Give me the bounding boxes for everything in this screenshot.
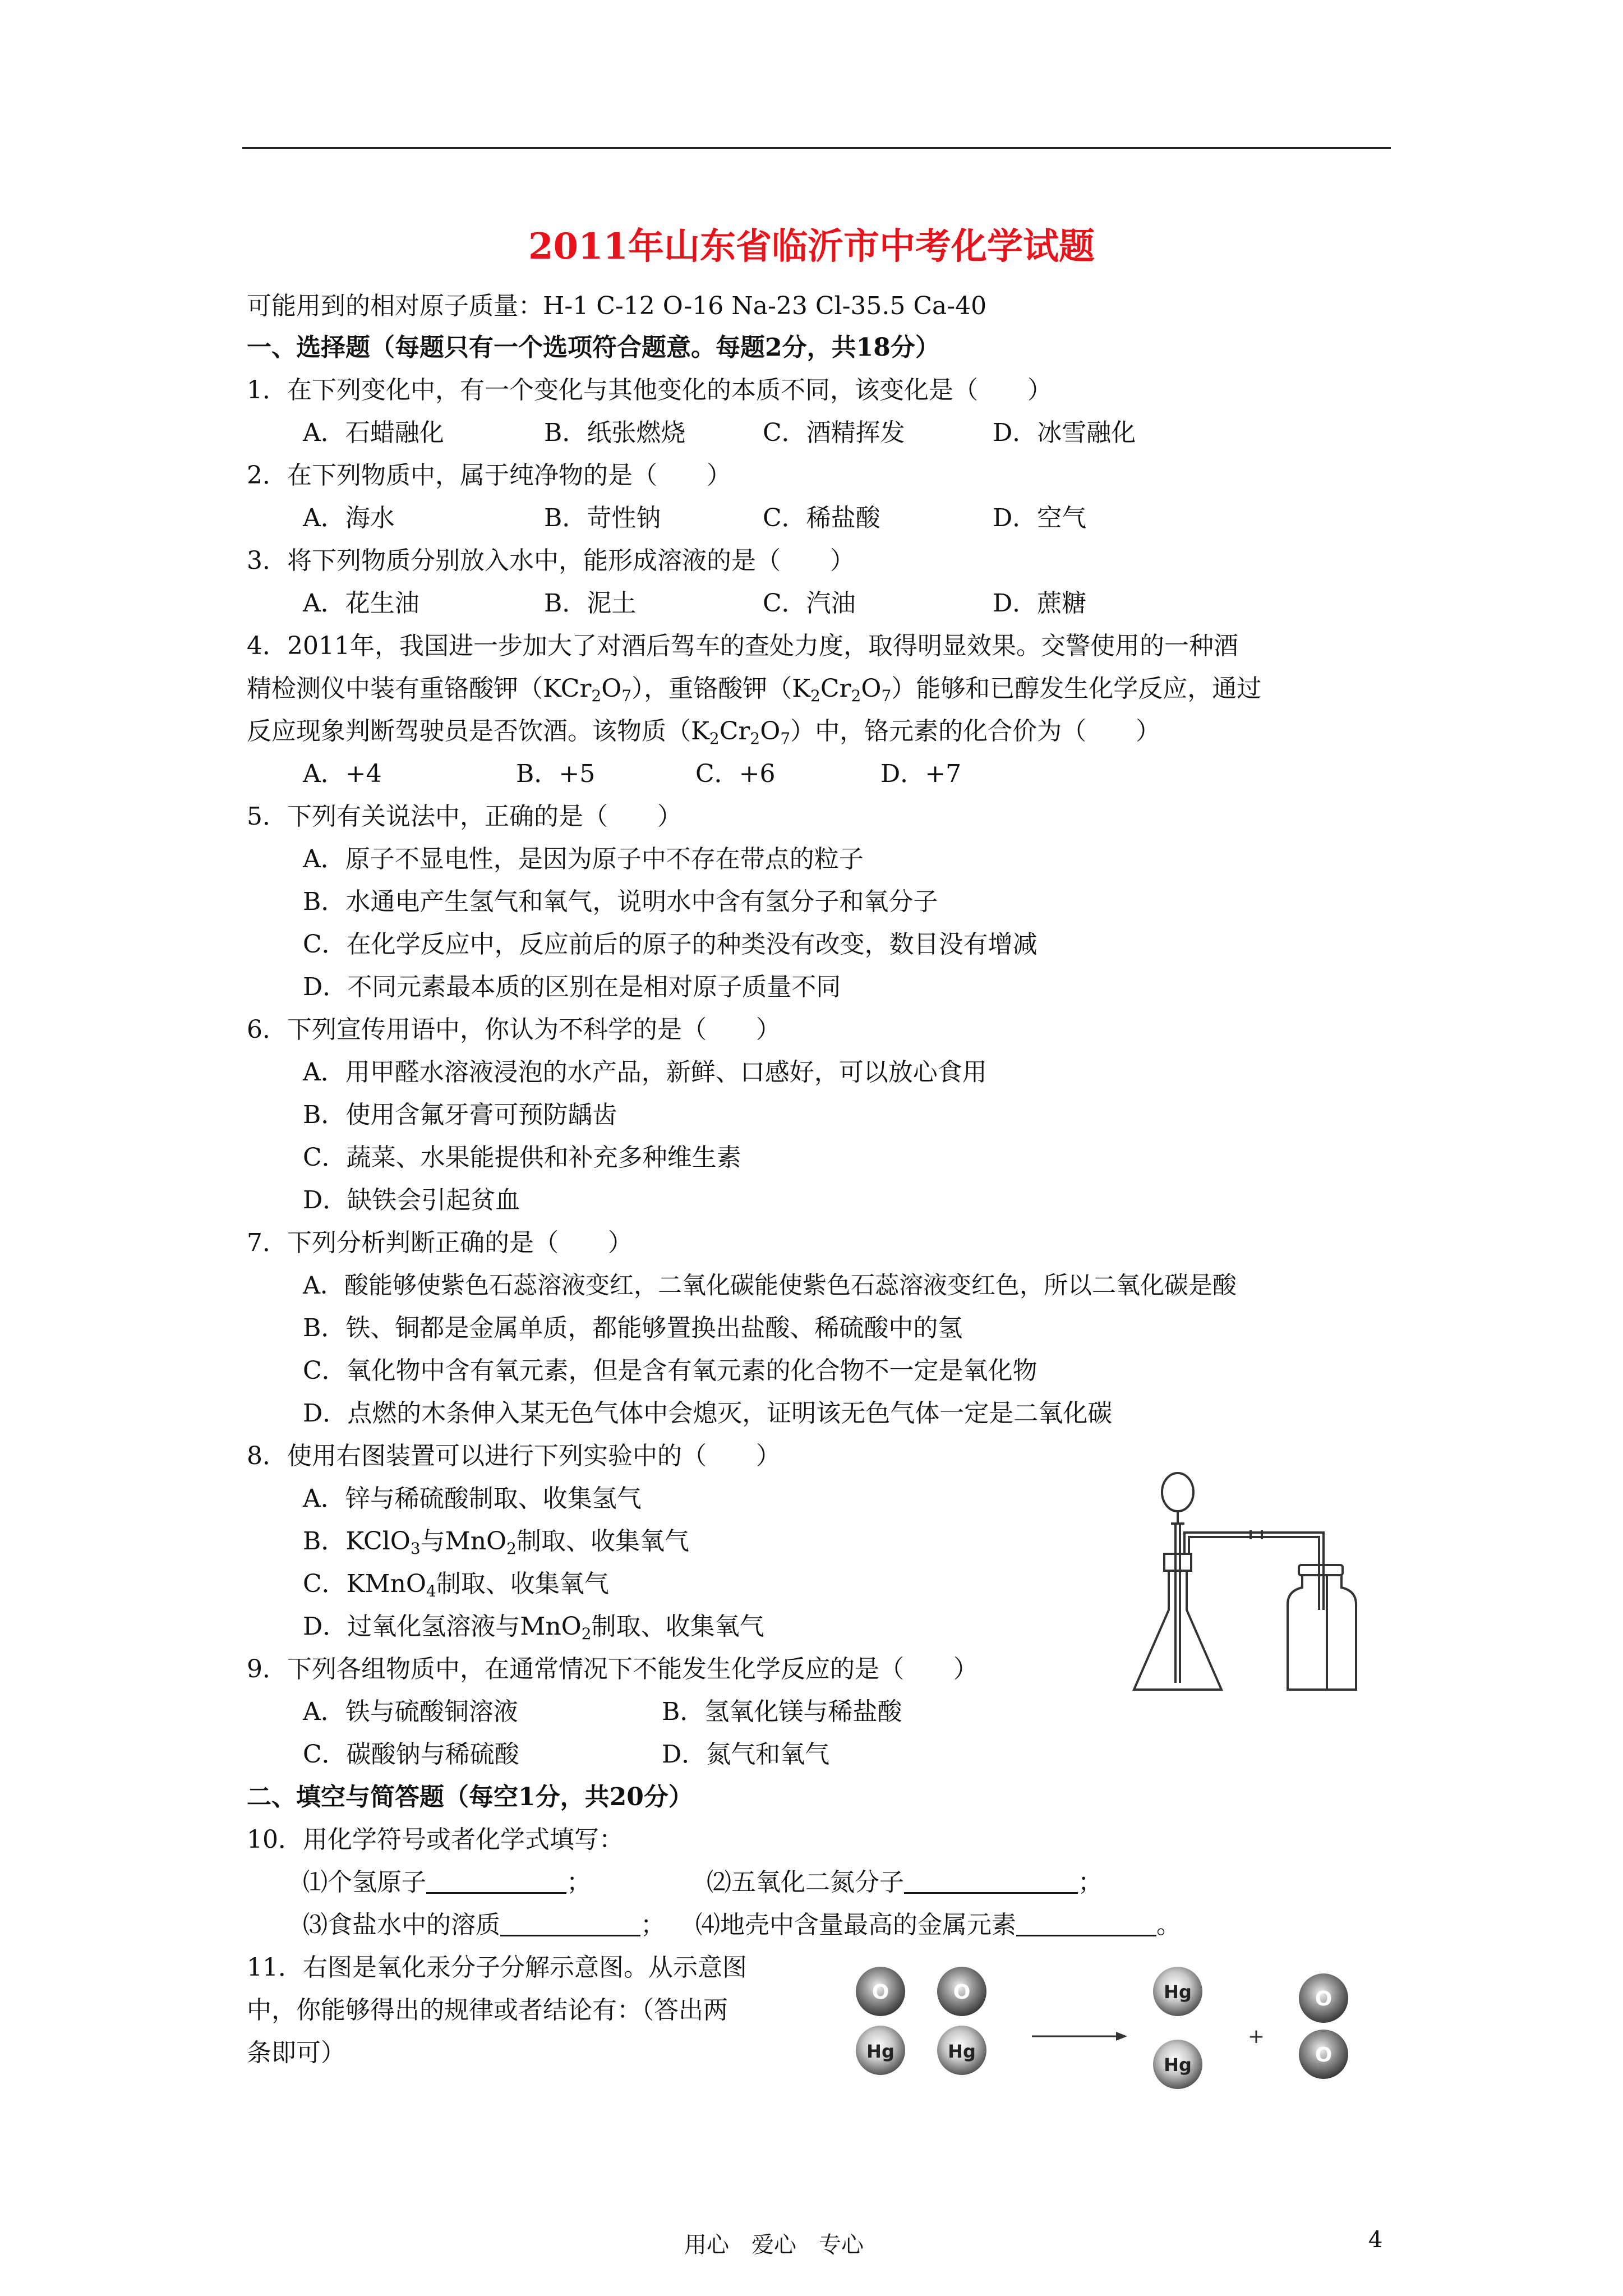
q8-option-b: B．KClO$_3$与MnO$_2$制取、收集氧气	[303, 1527, 689, 1558]
gas-apparatus-diagram	[1122, 1470, 1391, 1705]
q4-option-a: A．+4	[303, 760, 382, 788]
svg-text:O: O	[872, 1981, 889, 2004]
q4-option-c: C．+6	[695, 760, 776, 788]
svg-text:Hg: Hg	[948, 2041, 976, 2062]
q2-option-d: D．空气	[993, 504, 1087, 532]
collecting-bottle	[1288, 1575, 1356, 1690]
q3-option-a: A．花生油	[303, 589, 419, 618]
q10-blank4[interactable]	[1016, 1910, 1156, 1936]
q10-part2: ⑵五氧化二氮分子 ；	[707, 1868, 1103, 1897]
footer-motto: 用心 爱心 专心	[684, 2232, 864, 2258]
q1-option-b: B．纸张燃烧	[544, 418, 686, 447]
q1-option-a: A．石蜡融化	[303, 418, 444, 447]
svg-text:Hg: Hg	[866, 2041, 895, 2062]
q9-option-c: C．碳酸钠与稀硫酸	[303, 1740, 519, 1769]
svg-text:Hg: Hg	[1164, 1981, 1192, 2003]
q3-option-c: C．汽油	[763, 589, 856, 618]
q1-option-d: D．冰雪融化	[993, 418, 1136, 447]
svg-text:Hg: Hg	[1164, 2054, 1192, 2076]
q4-line3: 反应现象判断驾驶员是否饮酒。该物质$(K_2Cr_2O_7)$中，铬元素的化合价为（ ）	[247, 717, 1161, 748]
q4-option-d: D．+7	[880, 760, 962, 788]
q4-line2: 精检测仪中装有重铬酸钾$(KCr_2O_7)$，重铬酸钾$(K_2Cr_2O_7)$能够和已醇发生化学反应，通过	[247, 674, 1262, 705]
q3-option-d: D．蔗糖	[993, 589, 1087, 618]
q10-part4: ⑷地壳中含量最高的金属元素 。	[695, 1911, 1181, 1939]
section1-header: 一、选择题（每题只有一个选项符合题意。每题2分，共18分）	[247, 333, 940, 362]
plus-sign: +	[1247, 2025, 1265, 2048]
svg-text:O: O	[1315, 1987, 1332, 2010]
q3-option-b: B．泥土	[544, 589, 637, 618]
q10-part1: ⑴个氢原子 ；	[303, 1868, 591, 1897]
q5-stem: 5．下列有关说法中，正确的是（ ）	[247, 802, 682, 831]
q5-option-b: B．水通电产生氢气和氧气，说明水中含有氢分子和氧分子	[303, 887, 938, 916]
q5-option-d: D．不同元素最本质的区别在是相对原子质量不同	[303, 973, 841, 1001]
q3-stem: 3．将下列物质分别放入水中，能形成溶液的是（ ）	[247, 546, 855, 575]
funnel-bulb	[1162, 1473, 1193, 1511]
q6-option-b: B．使用含氟牙膏可预防龋齿	[303, 1101, 617, 1129]
delivery-tube	[1184, 1533, 1324, 1610]
q6-stem: 6．下列宣传用语中，你认为不科学的是（ ）	[247, 1015, 781, 1044]
q8-option-a: A．锌与稀硫酸制取、收集氢气	[303, 1484, 642, 1513]
q11-line2: 中，你能够得出的规律或者结论有：（答出两	[247, 1996, 728, 2024]
hgo-molecule-1	[856, 1967, 905, 2075]
q7-option-d: D．点燃的木条伸入某无色气体中会熄灭，证明该无色气体一定是二氧化碳	[303, 1399, 1113, 1428]
q1-stem: 1．在下列变化中，有一个变化与其他变化的本质不同，该变化是（ ）	[247, 376, 1052, 404]
q8-option-d: D．过氧化氢溶液与MnO$_2$制取、收集氧气	[303, 1612, 764, 1643]
svg-text:O: O	[953, 1981, 971, 2004]
q1-option-c: C．酒精挥发	[763, 418, 905, 447]
q2-option-c: C．稀盐酸	[763, 504, 880, 532]
q10-blank3[interactable]	[500, 1910, 640, 1936]
q2-option-b: B．苛性钠	[544, 504, 661, 532]
hgo-molecule-2	[937, 1967, 986, 2075]
q5-option-a: A．原子不显电性，是因为原子中不存在带点的粒子	[303, 845, 864, 873]
q4-option-b: B．+5	[516, 760, 596, 788]
q7-option-c: C．氧化物中含有氧元素，但是含有氧元素的化合物不一定是氧化物	[303, 1356, 1038, 1385]
q7-option-a: A．酸能够使紫色石蕊溶液变红，二氧化碳能使紫色石蕊溶液变红色，所以二氧化碳是酸	[303, 1272, 1237, 1300]
page-number: 4	[1368, 2227, 1383, 2253]
q6-option-a: A．用甲醛水溶液浸泡的水产品，新鲜、口感好，可以放心食用	[303, 1058, 987, 1087]
q10-part3: ⑶食盐水中的溶质 ；	[303, 1911, 665, 1939]
q6-option-c: C．蔬菜、水果能提供和补充多种维生素	[303, 1143, 741, 1172]
q7-stem: 7．下列分析判断正确的是（ ）	[247, 1228, 633, 1257]
q10-stem: 10．用化学符号或者化学式填写：	[247, 1825, 624, 1854]
conical-flask	[1134, 1571, 1221, 1690]
q9-option-b: B．氢氧化镁与稀盐酸	[662, 1697, 902, 1726]
q6-option-d: D．缺铁会引起贫血	[303, 1186, 520, 1214]
q10-blank1[interactable]	[426, 1867, 566, 1894]
q9-option-a: A．铁与硫酸铜溶液	[303, 1697, 518, 1726]
q5-option-c: C．在化学反应中，反应前后的原子的种类没有改变，数目没有增减	[303, 930, 1038, 959]
reaction-arrow	[1032, 2032, 1127, 2041]
bottle-cap	[1299, 1565, 1343, 1575]
q11-line3: 条即可）	[247, 2039, 345, 2067]
q9-option-d: D．氮气和氧气	[662, 1740, 830, 1769]
q10-blank2[interactable]	[904, 1867, 1078, 1894]
q4-line1: 4．2011年，我国进一步加大了对酒后驾车的查处力度，取得明显效果。交警使用的一种酒	[247, 632, 1238, 660]
q9-stem: 9．下列各组物质中，在通常情况下不能发生化学反应的是（ ）	[247, 1655, 978, 1683]
q11-line1: 11．右图是氧化汞分子分解示意图。从示意图	[247, 1953, 747, 1982]
q7-option-b: B．铁、铜都是金属单质，都能够置换出盐酸、稀硫酸中的氢	[303, 1314, 963, 1342]
q2-stem: 2．在下列物质中，属于纯净物的是（ ）	[247, 461, 731, 490]
o2-molecule-product	[1299, 1973, 1348, 2079]
stopper	[1164, 1554, 1191, 1571]
hg-atoms-product	[1153, 1967, 1202, 2089]
section2-header: 二、填空与简答题（每空1分，共20分）	[247, 1783, 693, 1811]
q8-option-c: C．KMnO$_4$制取、收集氧气	[303, 1570, 609, 1600]
header-rule	[242, 147, 1391, 149]
svg-text:O: O	[1315, 2044, 1332, 2067]
page-title: 2011年山东省临沂市中考化学试题	[528, 226, 1095, 268]
mercury-oxide-decomposition-diagram	[841, 1947, 1380, 2126]
q2-option-a: A．海水	[303, 504, 395, 532]
atomic-mass-line: 可能用到的相对原子质量：H-1 C-12 O-16 Na-23 Cl-35.5 Ca-40	[247, 292, 987, 320]
q8-stem: 8．使用右图装置可以进行下列实验中的（ ）	[247, 1442, 781, 1470]
